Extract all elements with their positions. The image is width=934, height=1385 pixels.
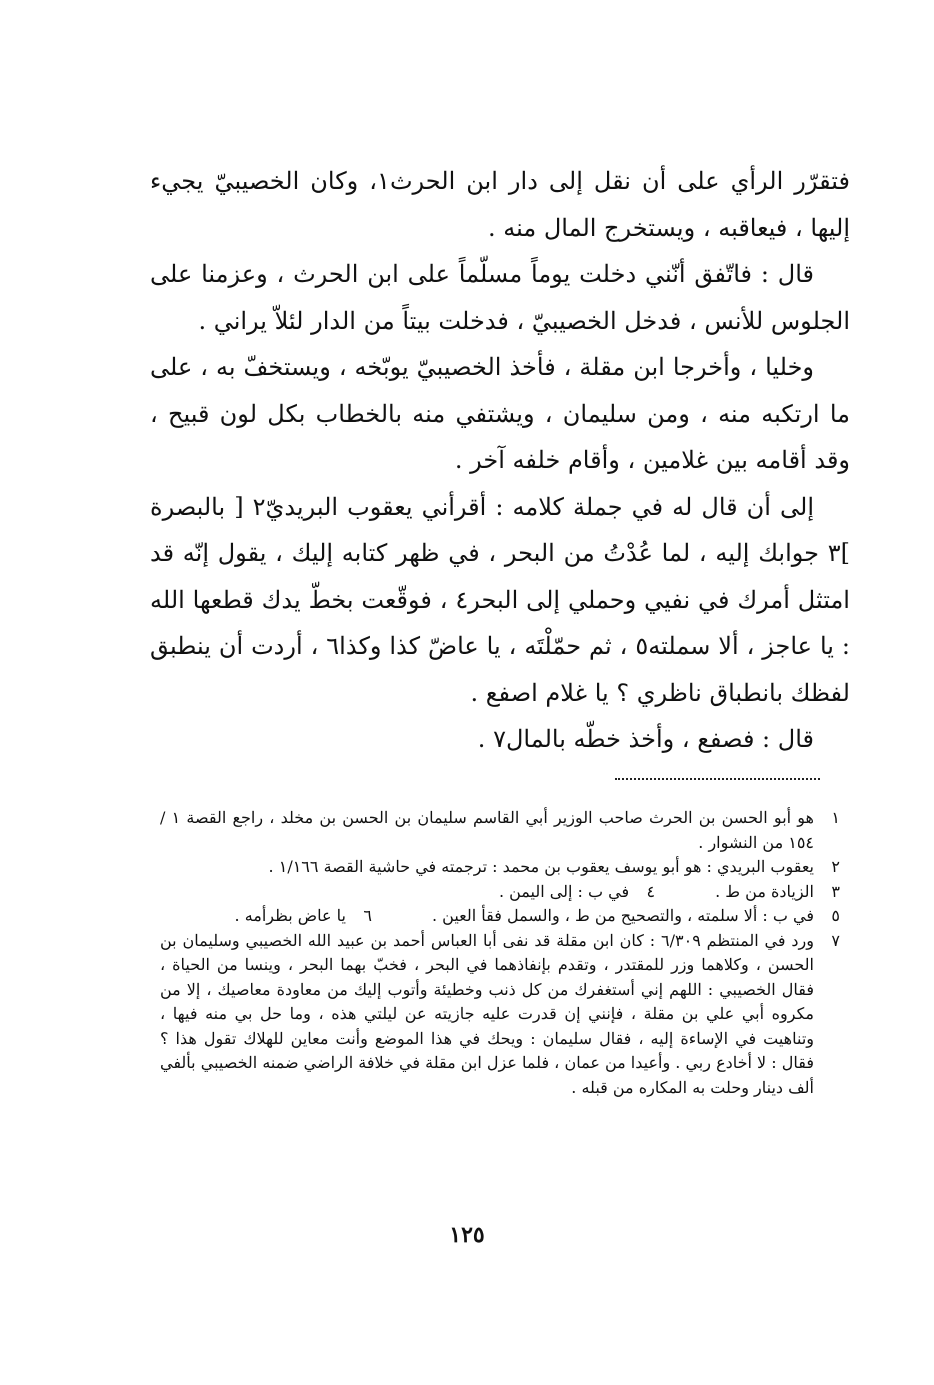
page-number: ١٢٥ (449, 1222, 485, 1248)
footnote-2 (160, 855, 840, 880)
footnote-1 (160, 806, 840, 855)
footnote-text: يا عاض بظرأمه . (234, 906, 346, 925)
footnote-separator (615, 778, 820, 780)
footnote-5 (432, 904, 840, 929)
paragraph-3: وخليا ، وأخرجا ابن مقلة ، فأخذ الخصيبيّ يوبّخه ، ويستخفّ به ، على ما ارتكبه منه ، ومن سليمان ، ويشتفي منه بالخطاب بكل لون قبيح ، وقد أقامه بين غلامين ، وأقام خلفه آخر . (150, 353, 850, 474)
paragraph-1: فتقرّر الرأي على أن نقل إلى دار ابن الحرث١، وكان الخصيبيّ يجيء إليها ، فيعاقبه ، ويستخرج المال منه . (150, 167, 850, 242)
footnote-number: ١ (831, 808, 840, 827)
paragraph-2: قال : فاتّفق أنّني دخلت يوماً مسلّماً على ابن الحرث ، وعزمنا على الجلوس للأنس ، فدخل الخصيبيّ ، فدخلت بيتاً من الدار لئلاّ يراني . (150, 260, 850, 335)
footnote-text: في ب : إلى اليمن . (498, 881, 630, 901)
footnote-3 (715, 880, 840, 905)
footnote-text: الزيادة من ط . (715, 881, 814, 901)
footnote-row-5-6 (160, 904, 840, 929)
footnote-number: ٧ (831, 930, 840, 950)
footnote-number: ٤ (646, 881, 656, 901)
footnote-number: ٥ (831, 906, 840, 925)
footnote-4 (499, 880, 655, 905)
footnote-6 (235, 904, 372, 929)
footnote-number: ٦ (363, 906, 372, 925)
footnote-number: ٢ (831, 857, 840, 876)
footnote-7 (160, 929, 840, 1101)
main-text (150, 158, 850, 763)
footnote-row-3-4 (160, 880, 840, 905)
paragraph-5: قال : فصفع ، وأخذ خطّه بالمال٧ . (477, 725, 814, 753)
footnote-text: ورد في المنتظم ٦/٣٠٩ : كان ابن مقلة قد نفى أبا العباس أحمد بن عبيد الله الخصيبي وسليمان بن الحسن ، وكلاهما وزر للمقتدر ، وتقدم بإنفاذهما في البحر ، فخبّ بهما البحر ، وينسا من الحياة ، فقال الخصيبي : اللهم إني أستغفرك من كل ذنب وخطيئة وأتوب إليك من معاودة معاصيك ، إلا من مكروه أبي علي بن مقلة ، فإنني إن قدرت عليه جازيته عن ليلتي هذه ، وما حل بي منه فيها ، وتناهيت في الإساءة إليه ، فقال سليمان : ويحك في هذا الموضع وأنت معاين للهلاك تقول هذا ؟ فقال : لا أخادع ربي . وأعيدا من عمان ، فلما عزل ابن مقلة في خلافة الراضي ضمنه الخصيبي بألفي ألف دينار وحلت به المكاره من قبله . (160, 930, 815, 1097)
footnote-text: في ب : ألا سلمته ، والتصحيح من ط ، والسمل فقأ العين . (431, 906, 814, 925)
footnote-text: هو أبو الحسن بن الحرث صاحب الوزير أبي القاسم سليمان بن الحسن بن مخلد ، راجع القصة ١ / ١٥٤ من النشوار . (160, 808, 814, 852)
paragraph-4: إلى أن قال له في جملة كلامه : أقرأني يعقوب البريديّ٢ [ بالبصرة ]٣ جوابك إليه ، لما عُدْتُ من البحر ، في ظهر كتابه إليك ، يقول إنّه قد امتثل أمرك في نفيي وحملي إلى البحر٤ ، فوقّعت بخطّ يدك قطعها الله : يا عاجز ، ألا سملته٥ ، ثم حمّلْتَه ، يا عاضّ كذا وكذا٦ ، أردت أن ينطبق لفظك بانطباق ناظري ؟ يا غلام اصفع . (150, 492, 850, 707)
footnote-number: ٣ (831, 881, 840, 901)
footnote-text: يعقوب البريدي : هو أبو يوسف يعقوب بن محمد : ترجمته في حاشية القصة ١/١٦٦ . (268, 857, 814, 876)
footnotes (160, 806, 840, 1100)
